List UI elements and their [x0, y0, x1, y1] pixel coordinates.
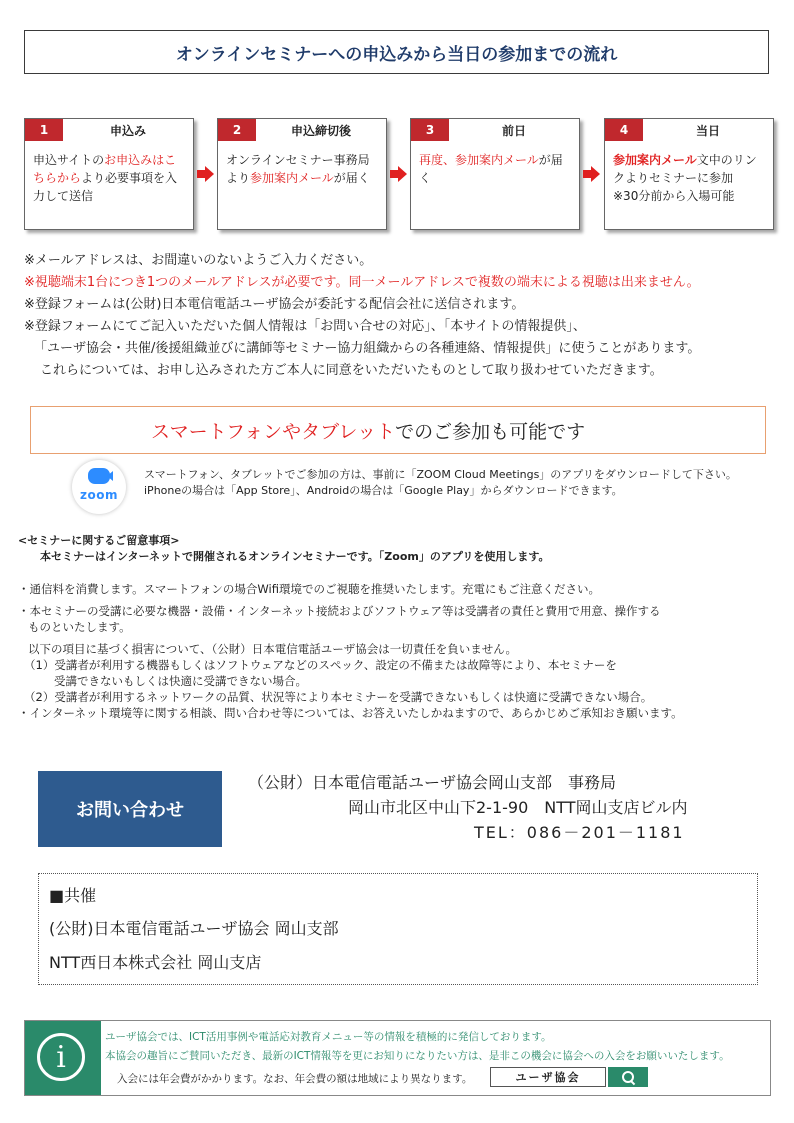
arrow-right-icon	[390, 166, 408, 182]
list-item: ・本セミナーの受講に必要な機器・設備・インターネット接続およびソフトウェア等は受講者の責任と費用で用意、操作する	[18, 604, 661, 618]
arrow-right-icon	[583, 166, 601, 182]
step-number: 3	[411, 119, 449, 141]
step-1	[24, 118, 194, 230]
step-title: 申込み	[109, 123, 146, 138]
note-line: ※登録フォームは(公財)日本電信電話ユーザ協会が委託する配信会社に送信されます。	[24, 297, 525, 312]
note-line: ※メールアドレスは、お間違いのないようご入力ください。	[24, 253, 373, 268]
step-3	[410, 118, 580, 230]
step-body: 再度、参加案内メールが届く	[419, 153, 563, 185]
seminar-notes-list	[18, 581, 788, 721]
cohost-org: (公財)日本電信電話ユーザ協会 岡山支部	[49, 919, 339, 938]
step-title: 申込締切後	[290, 123, 351, 138]
step-title: 前日	[501, 123, 526, 138]
step-body: 申込サイトのお申込みはこちらからより必要事項を入力して送信	[33, 153, 178, 203]
arrow-right-icon	[197, 166, 215, 182]
search-input[interactable]: ユーザ協会	[490, 1067, 606, 1087]
note-line: ※登録フォームにてご記入いただいた個人情報は「お問い合せの対応」、「本サイトの情報提供」、	[24, 319, 586, 334]
step-number: 1	[25, 119, 63, 141]
step-body: オンラインセミナー事務局より参加案内メールが届く	[226, 153, 370, 185]
list-item: ・インターネット環境等に関する相談、問い合わせ等については、お答えいたしかねますので、あらかじめご承知おき願います。	[18, 706, 683, 720]
cohost-heading: ■共催	[49, 886, 97, 905]
list-item: （2）受講者が利用するネットワークの品質、状況等により本セミナーを受講できないもしくは快適に受講できない場合。	[24, 690, 653, 704]
contact-info: （公財）日本電信電話ユーザ協会岡山支部 事務局 岡山市北区中山下2-1-90 NTT岡山支店ビル内 TEL：086－201－1181	[248, 773, 688, 842]
info-icon: i	[25, 1021, 101, 1095]
list-item: （1）受講者が利用する機器もしくはソフトウェアなどのスペック、設定の不備または故障等により、本セミナーを	[24, 658, 617, 672]
cohost-org: NTT西日本株式会社 岡山支店	[49, 953, 262, 972]
step-number: 4	[605, 119, 643, 141]
note-line-warning: ※視聴端末1台につき1つのメールアドレスが必要です。同一メールアドレスで複数の端末による視聴は出来ません。	[24, 275, 700, 290]
notes	[24, 250, 784, 382]
search-icon	[622, 1071, 634, 1083]
list-item: 受講できないもしくは快適に受講できない場合。	[54, 674, 307, 688]
seminar-notes-heading: <セミナーに関するご留意事項> 本セミナーはインターネットで開催されるオンラインセミナーです。「Zoom」のアプリを使用します。	[18, 534, 550, 563]
page-title: オンラインセミナーへの申込みから当日の参加までの流れ	[24, 30, 769, 74]
zoom-logo-icon: zoom	[72, 460, 126, 514]
step-2	[217, 118, 387, 230]
list-item: 以下の項目に基づく損害について、（公財）日本電信電話ユーザ協会は一切責任を負いません。	[28, 642, 517, 656]
apply-link[interactable]: お申込みはこちらから	[33, 153, 177, 185]
smartphone-banner: スマートフォンやタブレット でのご参加も可能です	[30, 406, 766, 454]
contact-button[interactable]: お問い合わせ	[38, 771, 222, 847]
step-title: 当日	[695, 123, 720, 138]
search-button[interactable]	[608, 1067, 648, 1087]
step-body: 参加案内メール文中のリンクよりセミナーに参加 ※30分前から入場可能	[613, 153, 757, 203]
list-item: ものといたします。	[28, 620, 131, 634]
membership-footer: i ユーザ協会では、ICT活用事例や電話応対教育メニュー等の情報を積極的に発信しております。 本協会の趣旨にご賛同いただき、最新のICT情報等を更にお知りになりたい方は、是非この機会に協会への入会をお願いいたします。 入会には年会費がかかります。なお、年会費の額は地域により異なります。 ユーザ協会	[24, 1020, 771, 1096]
note-line: 「ユーザ協会・共催/後援組織並びに講師等セミナー協力組織からの各種連絡、情報提供」に使うことがあります。	[34, 341, 701, 356]
zoom-description: スマートフォン、タブレットでご参加の方は、事前に「ZOOM Cloud Meetings」のアプリをダウンロードして下さい。 iPhoneの場合は「App Store」、Androidの場合は「Google Play」からダウンロードできます。	[144, 468, 737, 497]
cohost-box	[38, 873, 758, 985]
list-item: ・通信料を消費します。スマートフォンの場合Wifi環境でのご視聴を推奨いたします。充電にもご注意ください。	[18, 582, 601, 596]
step-4	[604, 118, 774, 230]
note-line: これらについては、お申し込みされた方ご本人に同意をいただいたものとして取り扱わせていただきます。	[40, 363, 663, 378]
step-number: 2	[218, 119, 256, 141]
